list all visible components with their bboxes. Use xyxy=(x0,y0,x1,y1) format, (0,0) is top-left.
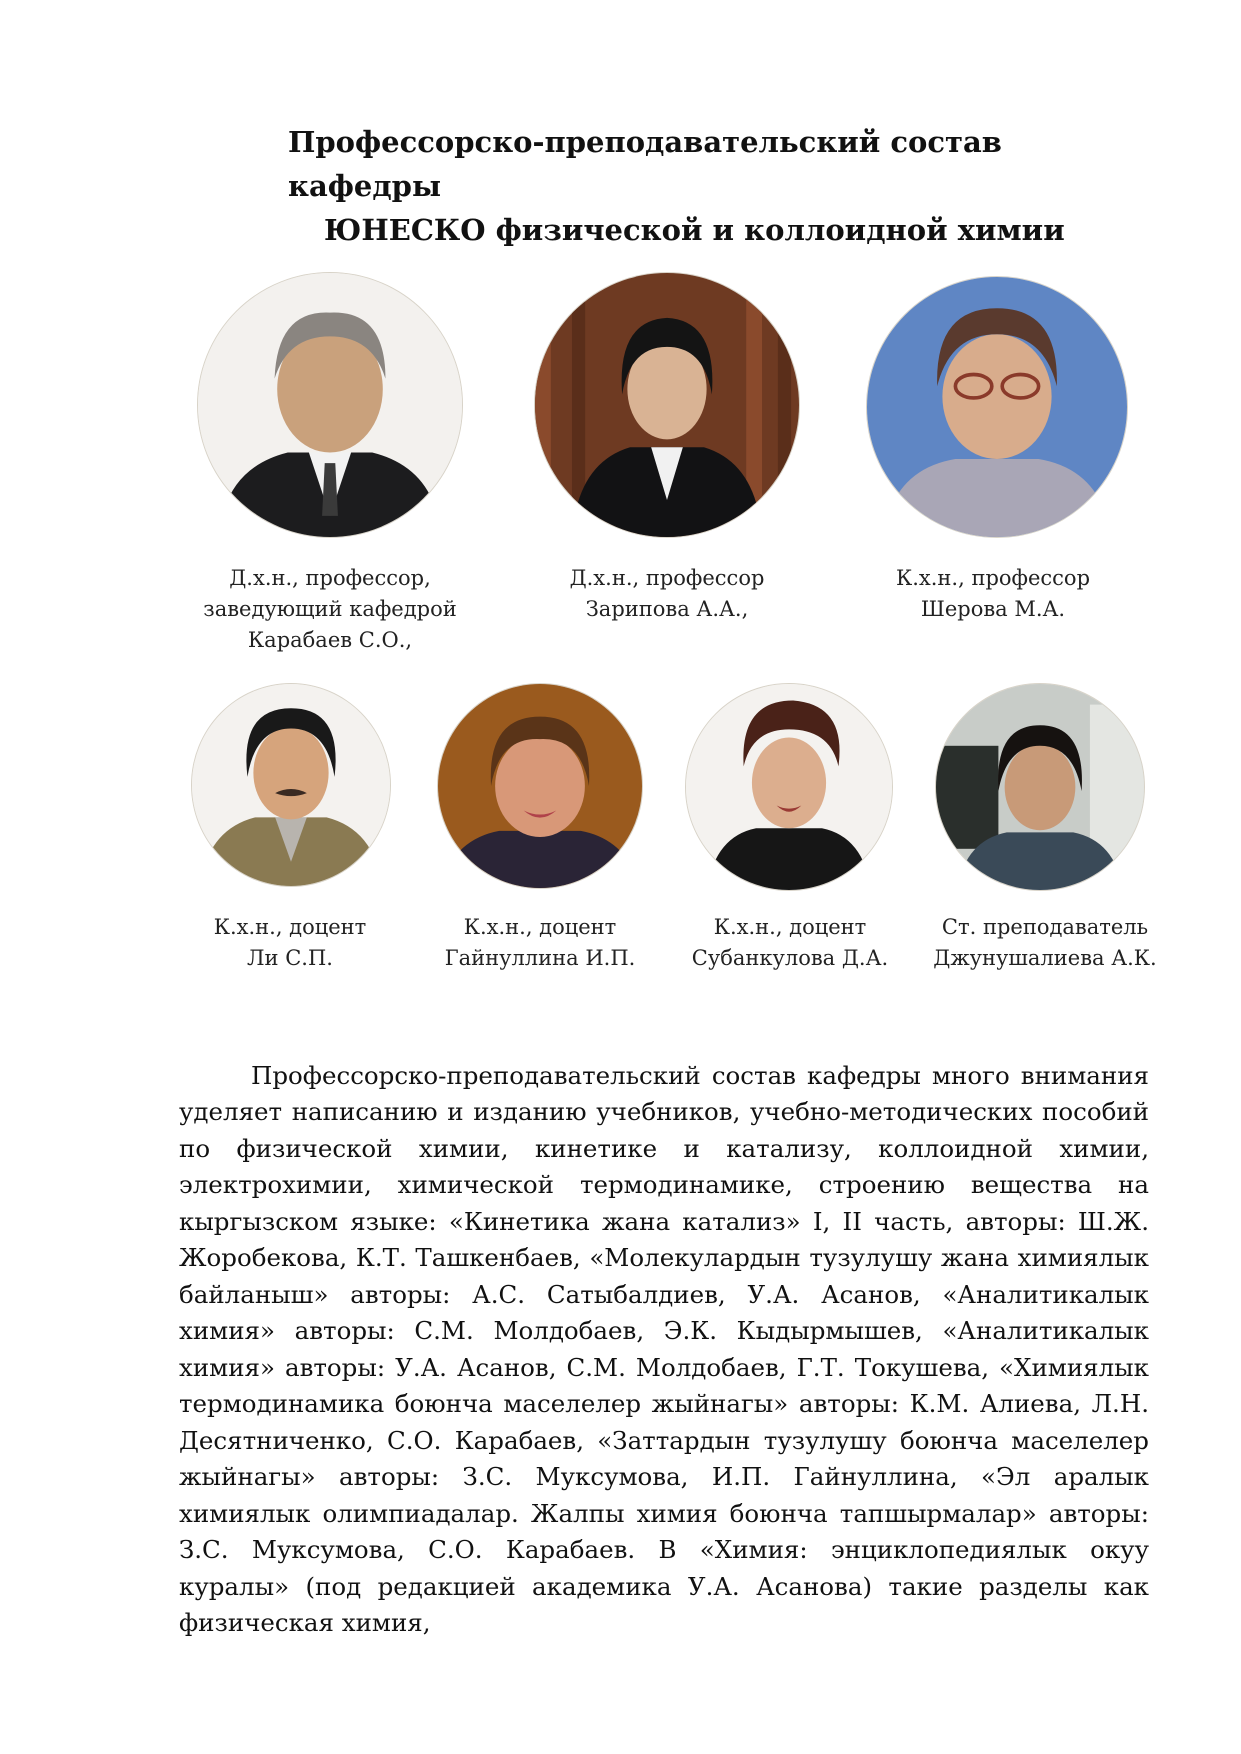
caption-line: Д.х.н., профессор, xyxy=(229,566,431,590)
caption-line: Ст. преподаватель xyxy=(941,915,1149,939)
caption-line: Д.х.н., профессор xyxy=(569,566,765,590)
caption-line: К.х.н., профессор xyxy=(895,566,1091,590)
portrait-photo xyxy=(197,272,463,538)
caption-line: Гайнуллина И.П. xyxy=(444,946,636,970)
title-line-1: Профессорско-преподавательский состав кафедры xyxy=(288,125,1002,203)
caption-line: Карабаев С.О., xyxy=(247,628,413,652)
caption-line: К.х.н., доцент xyxy=(713,915,867,939)
portrait-photo xyxy=(437,683,643,889)
staff-caption xyxy=(517,563,817,625)
portrait-photo xyxy=(685,683,893,891)
caption-line: Зарипова А.А., xyxy=(585,597,749,621)
page-title xyxy=(200,120,1100,252)
title-line-2: ЮНЕСКО физической и коллоидной химии xyxy=(324,213,1065,247)
portrait-photo xyxy=(866,276,1128,538)
portrait-photo xyxy=(935,683,1145,891)
staff-caption xyxy=(895,912,1195,974)
caption-line: заведующий кафедрой xyxy=(203,597,457,621)
staff-caption xyxy=(180,563,480,656)
caption-line: Субанкулова Д.А. xyxy=(691,946,889,970)
caption-line: Ли С.П. xyxy=(247,946,333,970)
body-paragraph: Профессорско-преподавательский состав кафедры много внимания уделяет написанию и изданию учебников, учебно-методических пособий по физической химии, кинетике и катализу, коллоидной химии, электрохимии, химической термодинамике, строению вещества на кыргызском языке: «Кинетика жана катализ» I, II часть, авторы: Ш.Ж. Жоробекова, К.Т. Ташкенбаев, «Молекулардын тузулушу жана химиялык байланыш» авторы: А.С. Сатыбалдиев, У.А. Асанов, «Аналитикалык химия» авторы: С.М. Молдобаев, Э.К. Кыдырмышев, «Аналитикалык химия» авторы: У.А. Асанов, С.М. Молдобаев, Г.Т. Токушева, «Химиялык термодинамика боюнча маселелер жыйнагы» авторы: К.М. Алиева, Л.Н. Десятниченко, С.О. Карабаев, «Заттардын тузулушу боюнча маселелер жыйнагы» авторы: З.С. Муксумова, И.П. Гайнуллина, «Эл аралык химиялык олимпиадалар. Жалпы химия боюнча тапшырмалар» авторы: З.С. Муксумова, С.О. Карабаев. В «Химия: энциклопедиялык окуу куралы» (под редакцией академика У.А. Асанова) такие разделы как физическая химия, xyxy=(179,1060,1149,1637)
portrait-photo xyxy=(534,272,800,538)
portrait-photo xyxy=(191,683,391,887)
caption-line: Джунушалиева А.К. xyxy=(933,946,1157,970)
caption-line: К.х.н., доцент xyxy=(463,915,617,939)
caption-line: Шерова М.А. xyxy=(920,597,1066,621)
staff-caption xyxy=(843,563,1143,625)
caption-line: К.х.н., доцент xyxy=(213,915,367,939)
